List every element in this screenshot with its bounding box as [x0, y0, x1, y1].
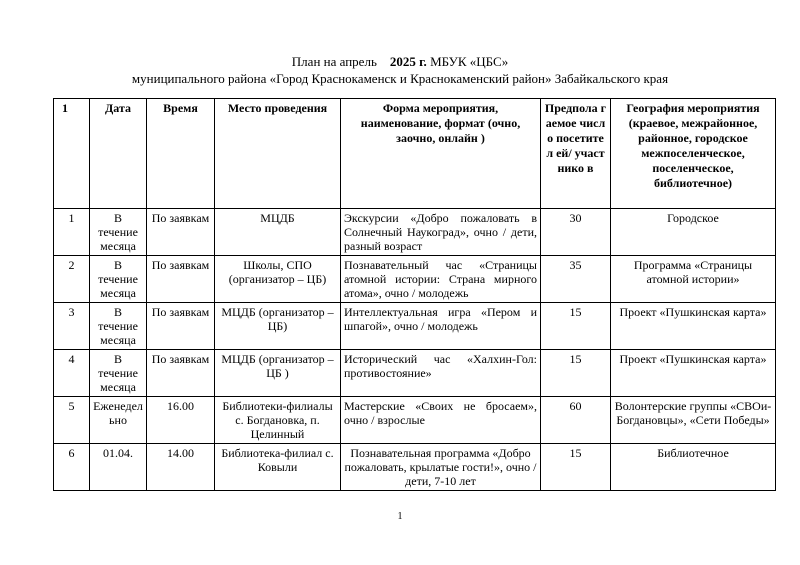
- cell-form: Познавательный час «Страницы атомной истории: Страна мирного атома», очно / молодежь: [341, 256, 541, 303]
- cell-geography: Проект «Пушкинская карта»: [611, 350, 776, 397]
- document-title: [0, 53, 800, 70]
- cell-visitors: 60: [541, 397, 611, 444]
- cell-place: МЦДБ (организатор – ЦБ): [215, 303, 341, 350]
- header-visitors: Предпола гаемое число посетител ей/ участнико в: [541, 99, 611, 209]
- cell-date: В течение месяца: [90, 256, 147, 303]
- title-prefix: План на апрель: [291, 54, 377, 69]
- header-date: Дата: [90, 99, 147, 209]
- cell-time: 16.00: [147, 397, 215, 444]
- cell-number: 6: [54, 444, 90, 491]
- cell-place: Библиотеки-филиалы с. Богдановка, п. Целинный: [215, 397, 341, 444]
- cell-time: По заявкам: [147, 256, 215, 303]
- header-number: 1: [54, 99, 90, 209]
- cell-geography: Городское: [611, 209, 776, 256]
- cell-date: В течение месяца: [90, 209, 147, 256]
- cell-form: Исторический час «Халхин-Гол: противостояние»: [341, 350, 541, 397]
- header-geography: География мероприятия (краевое, межрайонное, районное, городское межпоселенческое, поселенческое, библиотечное): [611, 99, 776, 209]
- cell-geography: Программа «Страницы атомной истории»: [611, 256, 776, 303]
- cell-number: 3: [54, 303, 90, 350]
- cell-number: 2: [54, 256, 90, 303]
- document-subtitle: муниципального района «Город Краснокаменск и Краснокаменский район» Забайкальского края: [131, 71, 669, 86]
- cell-number: 1: [54, 209, 90, 256]
- cell-number: 5: [54, 397, 90, 444]
- plan-table: [53, 98, 776, 491]
- cell-number: 4: [54, 350, 90, 397]
- table-row: [54, 444, 776, 491]
- cell-geography: Проект «Пушкинская карта»: [611, 303, 776, 350]
- cell-date: Еженедельно: [90, 397, 147, 444]
- cell-visitors: 15: [541, 303, 611, 350]
- cell-visitors: 15: [541, 350, 611, 397]
- cell-geography: Библиотечное: [611, 444, 776, 491]
- table-row: [54, 209, 776, 256]
- table-row: [54, 303, 776, 350]
- table-row: [54, 397, 776, 444]
- cell-form: Интеллектуальная игра «Пером и шпагой», очно / молодежь: [341, 303, 541, 350]
- cell-date: В течение месяца: [90, 303, 147, 350]
- cell-place: МЦДБ: [215, 209, 341, 256]
- cell-date: 01.04.: [90, 444, 147, 491]
- page-number: 1: [397, 511, 403, 522]
- cell-visitors: 35: [541, 256, 611, 303]
- header-form: Форма мероприятия, наименование, формат (очно, заочно, онлайн ): [341, 99, 541, 209]
- cell-time: По заявкам: [147, 209, 215, 256]
- cell-place: МЦДБ (организатор – ЦБ ): [215, 350, 341, 397]
- title-org: МБУК «ЦБС»: [430, 54, 509, 69]
- cell-form: Познавательная программа «Добро пожаловать, крылатые гости!», очно / дети, 7-10 лет: [341, 444, 541, 491]
- title-year: 2025 г.: [389, 54, 427, 69]
- table-row: [54, 256, 776, 303]
- header-time: Время: [147, 99, 215, 209]
- cell-place: Библиотека-филиал с. Ковыли: [215, 444, 341, 491]
- cell-time: По заявкам: [147, 303, 215, 350]
- cell-date: В течение месяца: [90, 350, 147, 397]
- cell-visitors: 15: [541, 444, 611, 491]
- cell-form: Мастерские «Своих не бросаем», очно / взрослые: [341, 397, 541, 444]
- cell-time: По заявкам: [147, 350, 215, 397]
- cell-form: Экскурсии «Добро пожаловать в Солнечный Наукоград», очно / дети, разный возраст: [341, 209, 541, 256]
- cell-geography: Волонтерские группы «СВОи-Богдановцы», «Сети Победы»: [611, 397, 776, 444]
- cell-time: 14.00: [147, 444, 215, 491]
- table-header-row: [54, 99, 776, 209]
- header-place: Место проведения: [215, 99, 341, 209]
- table-row: [54, 350, 776, 397]
- cell-visitors: 30: [541, 209, 611, 256]
- cell-place: Школы, СПО (организатор – ЦБ): [215, 256, 341, 303]
